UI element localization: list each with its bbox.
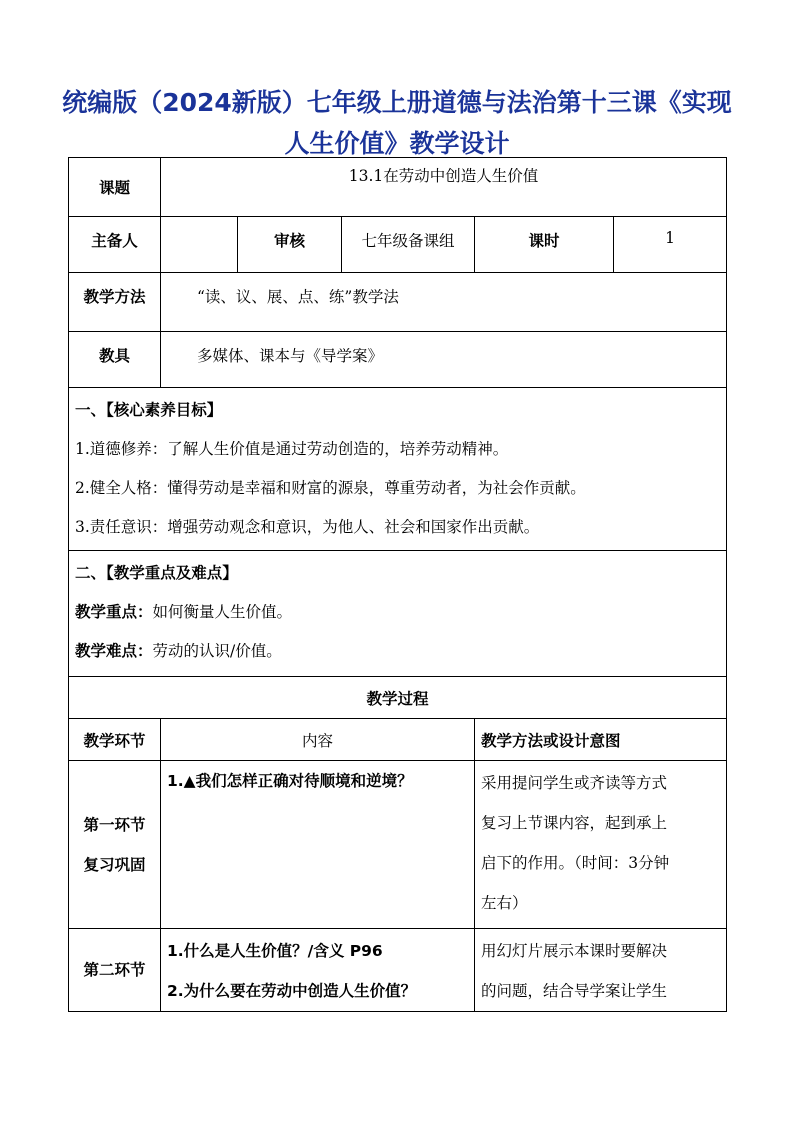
method-line: 复习上节课内容，起到承上 <box>481 814 668 832</box>
preparer-row <box>69 217 727 273</box>
keypoints-section <box>69 551 727 677</box>
tools-row <box>69 332 727 388</box>
col-stage-header: 教学环节 <box>69 719 161 761</box>
content-cell <box>161 761 475 929</box>
col-method-header: 教学方法或设计意图 <box>475 719 727 761</box>
topic-row <box>69 158 727 217</box>
method-line: 采用提问学生或齐读等方式 <box>481 774 668 792</box>
review-label: 审核 <box>238 217 342 273</box>
stage-line: 复习巩固 <box>83 855 146 874</box>
document-title <box>60 82 734 164</box>
method-line: 的问题，结合导学案让学生 <box>481 982 668 1000</box>
focus-label: 教学重点： <box>75 603 153 621</box>
content-line: 1.什么是人生价值？/含义 P96 <box>167 942 383 960</box>
goals-row <box>69 388 727 551</box>
difficulty-label: 教学难点： <box>75 642 153 660</box>
lesson-plan-table <box>68 157 727 1012</box>
topic-label: 课题 <box>69 158 161 217</box>
process-header-row <box>69 719 727 761</box>
method-value: “读、议、展、点、练”教学法 <box>161 273 727 332</box>
preparer-label: 主备人 <box>69 217 161 273</box>
keypoints-heading: 二、【教学重点及难点】 <box>75 564 238 582</box>
stage-cell <box>69 761 161 929</box>
process-heading-row <box>69 677 727 719</box>
stage-line: 第二环节 <box>83 961 146 979</box>
method-line: 用幻灯片展示本课时要解决 <box>481 942 668 960</box>
goals-section <box>69 388 727 551</box>
topic-value: 13.1在劳动中创造人生价值 <box>161 158 727 217</box>
keypoints-row <box>69 551 727 677</box>
goal-item: 1.道德修养：了解人生价值是通过劳动创造的，培养劳动精神。 <box>75 440 509 458</box>
stage-cell <box>69 929 161 1012</box>
content-cell <box>161 929 475 1012</box>
process-heading: 教学过程 <box>69 677 727 719</box>
content-line: 2.为什么要在劳动中创造人生价值？ <box>167 982 417 1000</box>
preparer-value <box>161 217 238 273</box>
stage-row-1 <box>69 761 727 929</box>
period-value: 1 <box>614 217 727 273</box>
col-content-header: 内容 <box>161 719 475 761</box>
tools-label: 教具 <box>69 332 161 388</box>
stage-line: 第一环节 <box>83 815 146 834</box>
goal-item: 3.责任意识：增强劳动观念和意识，为他人、社会和国家作出贡献。 <box>75 518 540 536</box>
method-line: 启下的作用。（时间：3分钟 <box>481 854 670 872</box>
method-label: 教学方法 <box>69 273 161 332</box>
method-cell <box>475 761 727 929</box>
method-row <box>69 273 727 332</box>
title-line-2: 人生价值》教学设计 <box>284 129 510 158</box>
review-value: 七年级备课组 <box>342 217 475 273</box>
method-line: 左右） <box>481 894 528 912</box>
focus-value: 如何衡量人生价值。 <box>152 603 293 621</box>
title-line-1: 统编版（2024新版）七年级上册道德与法治第十三课《实现 <box>62 88 732 117</box>
difficulty-value: 劳动的认识/价值。 <box>152 642 282 660</box>
period-label: 课时 <box>475 217 614 273</box>
goals-heading: 一、【核心素养目标】 <box>75 401 223 419</box>
goal-item: 2.健全人格：懂得劳动是幸福和财富的源泉，尊重劳动者，为社会作贡献。 <box>75 479 586 497</box>
method-cell <box>475 929 727 1012</box>
difficulty-line <box>75 632 720 671</box>
tools-value: 多媒体、课本与《导学案》 <box>161 332 727 388</box>
focus-line <box>75 593 720 632</box>
content-line: 1.▲我们怎样正确对待顺境和逆境？ <box>167 772 413 790</box>
stage-row-2 <box>69 929 727 1012</box>
